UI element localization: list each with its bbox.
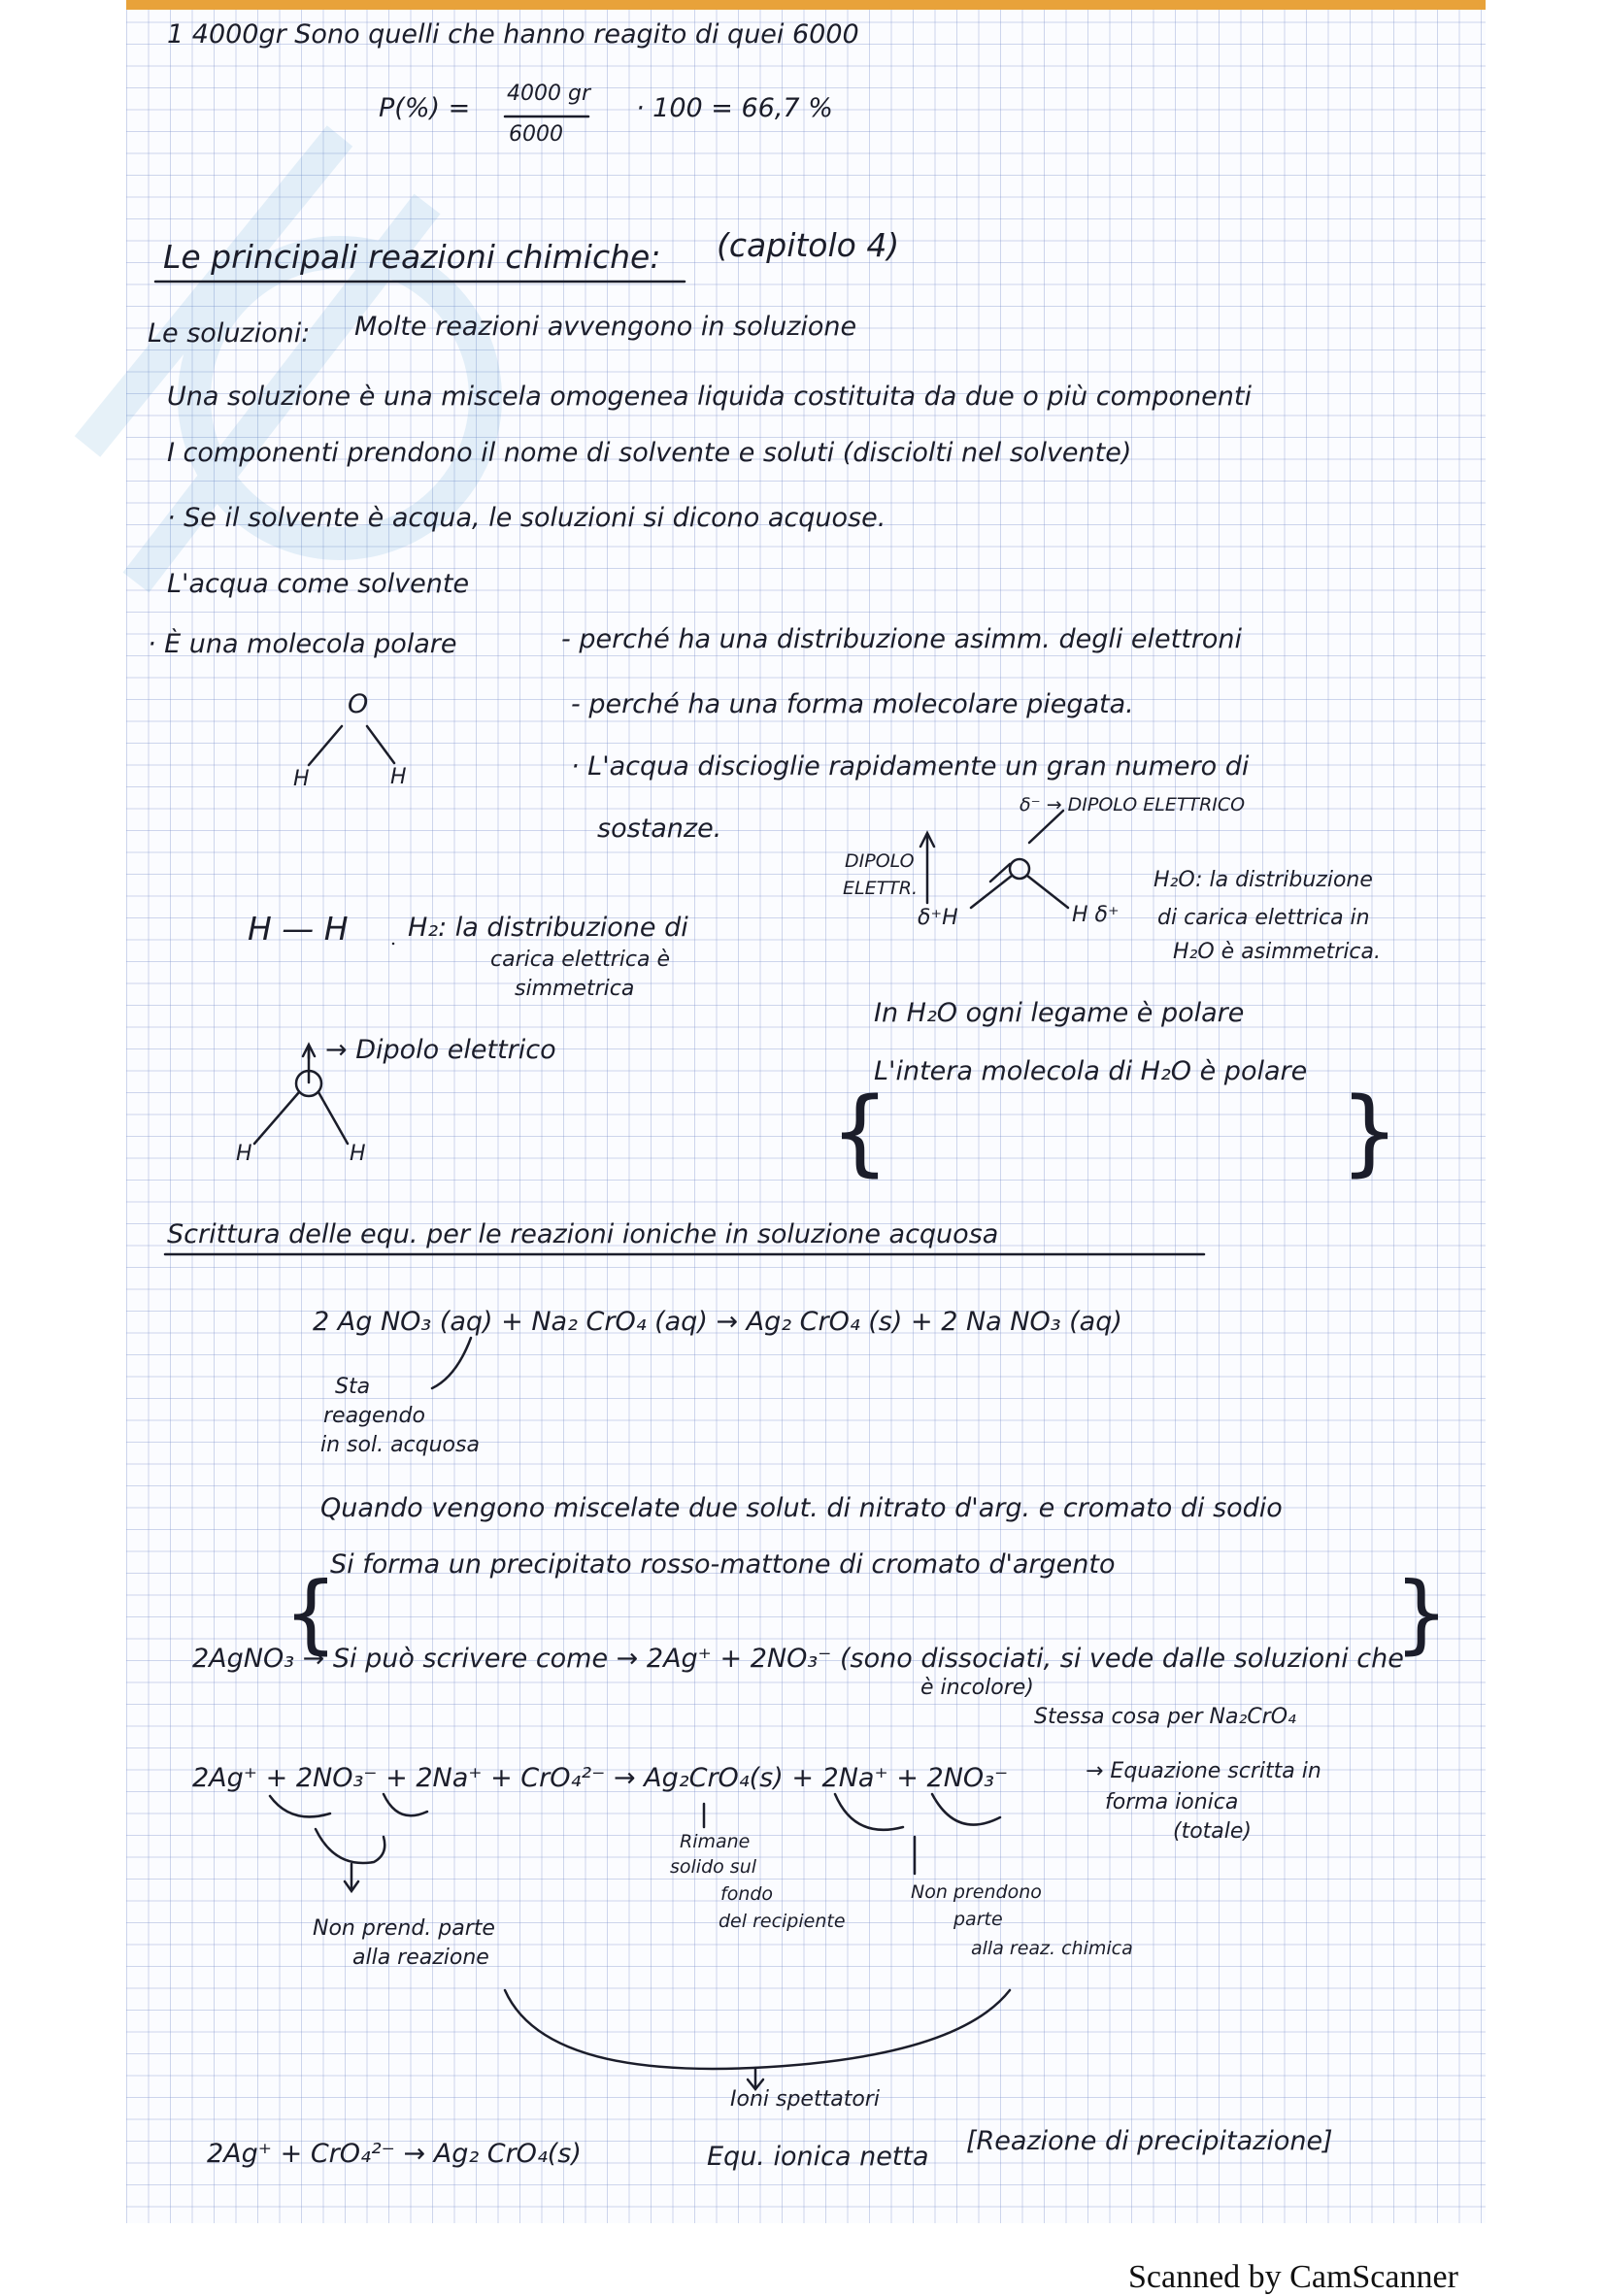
sta-line-2: reagendo (323, 1404, 425, 1428)
net-ionic-label: Equ. ionica netta (707, 2142, 929, 2172)
dipole-left-label-1: DIPOLO (845, 850, 915, 872)
water-atom-o: O (348, 689, 369, 719)
polar-molecule-line: · È una molecola polare (148, 629, 457, 659)
rimane-line-4: del recipiente (719, 1911, 846, 1932)
right-brace-h2o: } (1340, 1078, 1400, 1186)
definition-line-3: · Se il solvente è acqua, le soluzioni si dicono acquose. (167, 503, 886, 533)
net-ionic-equation: 2Ag⁺ + CrO₄²⁻ → Ag₂ CrO₄(s) (207, 2139, 582, 2169)
eq-scritta-1: → Equazione scritta in (1086, 1759, 1321, 1783)
rimane-line-1: Rimane (680, 1831, 751, 1852)
precipitation-label: [Reazione di precipitazione] (966, 2126, 1333, 2156)
reason-line-3: · L'acqua discioglie rapidamente un gran numero di (571, 751, 1250, 782)
scrittura-heading: Scrittura delle equ. per le reazioni ioniche in soluzione acquosa (167, 1219, 999, 1249)
left-brace-h2o: { (830, 1078, 890, 1186)
line-4000gr: 1 4000gr Sono quelli che hanno reagito di quei 6000 (167, 19, 859, 50)
h2-text-3: simmetrica (515, 977, 635, 1001)
page-edge-strip (126, 0, 1486, 10)
h2-text-1: H₂: la distribuzione di (408, 913, 688, 943)
scrive-line: 2AgNO₃ → Si può scrivere come → 2Ag⁺ + 2NO₃⁻ (sono dissociati, si vede dalle soluzioni che (192, 1644, 1404, 1674)
ioni-spettatori: Ioni spettatori (730, 2087, 880, 2112)
hh-formula: H — H (248, 910, 349, 948)
reason-line-3b: sostanze. (597, 814, 722, 844)
chapter-label: (capitolo 4) (717, 226, 900, 264)
delta-h-right: H δ⁺ (1072, 903, 1120, 927)
scanner-footer: Scanned by CamScanner (1128, 2259, 1458, 2295)
reason-line-2: - perché ha una forma molecolare piegata. (571, 689, 1134, 719)
definition-line-2: I componenti prendono il nome di solvente e soluti (disciolti nel solvente) (167, 438, 1132, 468)
dipole-label: → Dipolo elettrico (325, 1035, 556, 1065)
sta-line-3: in sol. acquosa (320, 1433, 480, 1457)
definition-line-1: Una soluzione è una miscela omogenea liquida costituita da due o più componenti (167, 382, 1252, 412)
right-brace-quando: } (1394, 1563, 1449, 1663)
water-atom-h-right: H (390, 765, 407, 789)
h2-text-2: carica elettrica è (490, 948, 671, 972)
dipole-atom-h-right: H (350, 1142, 366, 1166)
water-atom-h-left: H (293, 767, 310, 791)
left-brace-quando: { (284, 1563, 338, 1663)
dipole-atom-h-left: H (236, 1142, 252, 1166)
quando-line-2: Si forma un precipitato rosso-mattone di cromato d'argento (330, 1549, 1116, 1580)
stessa-cosa-line: Stessa cosa per Na₂CrO₄ (1034, 1705, 1296, 1729)
fraction-numerator: 4000 gr (507, 82, 590, 106)
solutions-heading: Le soluzioni: (148, 318, 311, 349)
formula-p-label: P(%) = (379, 93, 471, 123)
section-title: Le principali reazioni chimiche: (163, 238, 661, 276)
delta-h-left: δ⁺H (918, 906, 958, 930)
non-prend-right-3: alla reaz. chimica (971, 1938, 1133, 1959)
sta-line-1: Sta (335, 1375, 371, 1399)
ionic-equation: 2Ag⁺ + 2NO₃⁻ + 2Na⁺ + CrO₄²⁻ → Ag₂CrO₄(s) + 2Na⁺ + 2NO₃⁻ (192, 1763, 1009, 1793)
non-prend-right-2: parte (953, 1909, 1003, 1930)
dipole-top-label: δ⁻ → DIPOLO ELETTRICO (1020, 794, 1246, 815)
water-heading: L'acqua come solvente (167, 569, 470, 599)
reason-line-1: - perché ha una distribuzione asimm. degli elettroni (561, 624, 1243, 654)
molecular-equation: 2 Ag NO₃ (aq) + Na₂ CrO₄ (aq) → Ag₂ CrO₄ (s) + 2 Na NO₃ (aq) (313, 1307, 1122, 1337)
eq-scritta-2: forma ionica (1105, 1790, 1239, 1814)
fraction-denominator: 6000 (509, 122, 563, 147)
non-prend-left-2: alla reazione (352, 1946, 489, 1970)
h2o-text-2: di carica elettrica in (1157, 906, 1370, 930)
incolore-line: è incolore) (920, 1676, 1034, 1700)
h2o-text-3: H₂O è asimmetrica. (1173, 940, 1382, 964)
non-prend-left-1: Non prend. parte (313, 1916, 495, 1941)
rimane-line-3: fondo (720, 1883, 774, 1905)
non-prend-right-1: Non prendono (911, 1881, 1042, 1903)
h2o-text-1: H₂O: la distribuzione (1154, 868, 1373, 892)
quando-line-1: Quando vengono miscelate due solut. di nitrato d'arg. e cromato di sodio (320, 1493, 1283, 1523)
solutions-intro: Molte reazioni avvengono in soluzione (354, 312, 857, 342)
brace-line-2: L'intera molecola di H₂O è polare (874, 1056, 1308, 1086)
brace-line-1: In H₂O ogni legame è polare (874, 998, 1245, 1028)
dipole-left-label-2: ELETTR. (843, 878, 919, 899)
rimane-line-2: solido sul (670, 1856, 757, 1878)
formula-result: · 100 = 66,7 % (636, 93, 833, 123)
eq-scritta-3: (totale) (1173, 1819, 1253, 1844)
